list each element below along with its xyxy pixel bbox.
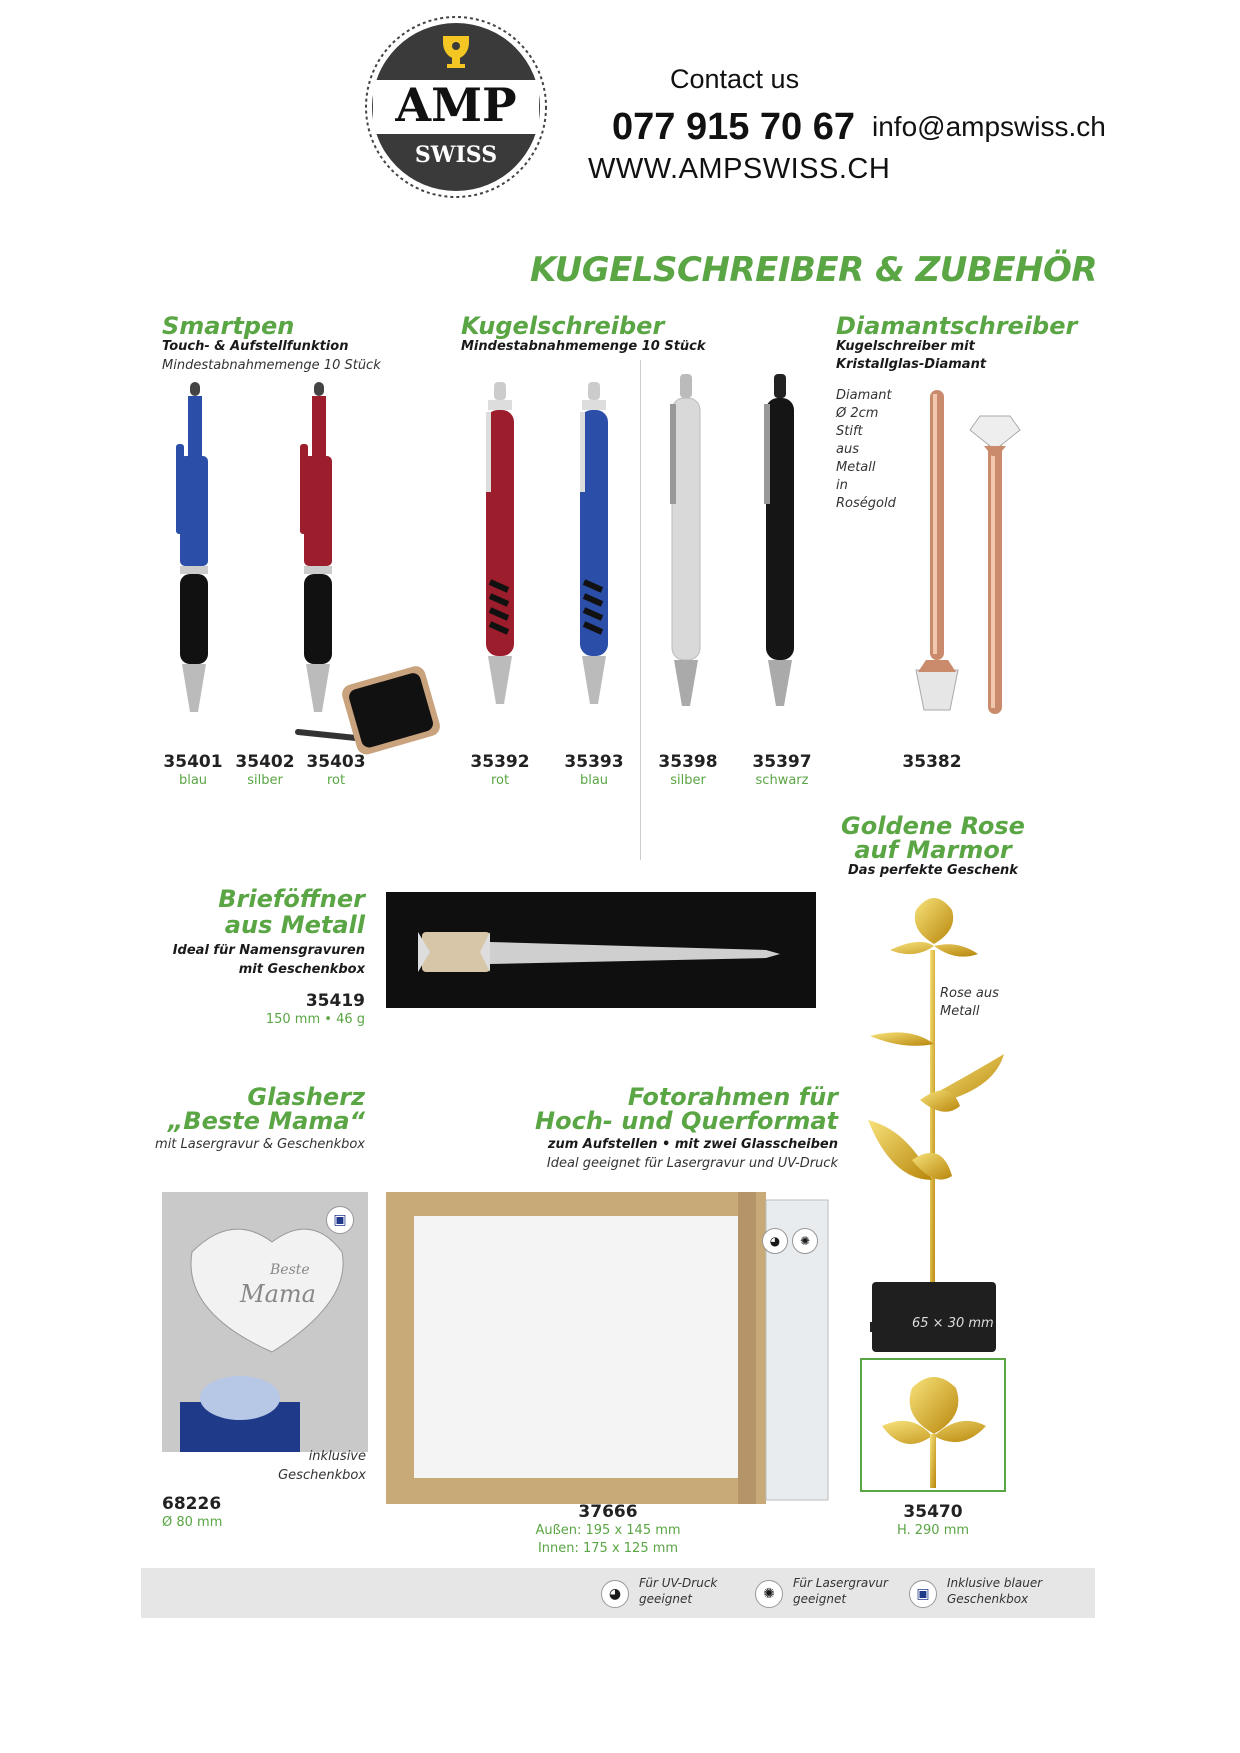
- diamant-subtitle-1: Kugelschreiber mit: [836, 339, 975, 354]
- article-68226: 68226: [162, 1494, 222, 1514]
- diamant-note-line: Metall: [836, 460, 876, 475]
- pen-silver-image: [664, 374, 708, 714]
- logo: [363, 14, 549, 200]
- brieföffner-subtitle-2: mit Geschenkbox: [238, 962, 365, 977]
- website-link[interactable]: WWW.AMPSWISS.CH: [588, 153, 891, 185]
- article-35392: 35392: [470, 752, 530, 772]
- article-35419: 35419: [305, 991, 365, 1011]
- article-35397: 35397: [752, 752, 812, 772]
- pen-black-image: [758, 374, 802, 714]
- fotorahmen-subtitle: zum Aufstellen • mit zwei Glasscheiben: [547, 1137, 838, 1152]
- glasherz-note: mit Lasergravur & Geschenkbox: [155, 1137, 365, 1152]
- fotorahmen-spec-1: Außen: 195 x 145 mm: [535, 1523, 681, 1538]
- rose-subtitle: Das perfekte Geschenk: [848, 863, 1018, 878]
- color-silber-35398: silber: [670, 773, 706, 788]
- legend-giftbox-line1: Inklusive blauer: [947, 1576, 1043, 1590]
- laser-badge-icon: ✺: [792, 1228, 818, 1254]
- rose-detail-image: [860, 1358, 1006, 1492]
- rose-base-label: 65 × 30 mm: [912, 1316, 994, 1331]
- glasherz-title-2: „Beste Mama“: [167, 1107, 365, 1135]
- glasherz-title-1: Glasherz: [247, 1083, 365, 1111]
- logo-top-text: AMP: [395, 78, 517, 132]
- article-35403: 35403: [306, 752, 366, 772]
- article-35393: 35393: [564, 752, 624, 772]
- article-35470: 35470: [903, 1502, 963, 1522]
- glasherz-box-note-2: Geschenkbox: [278, 1468, 366, 1483]
- smartpen-blue-image: [168, 382, 218, 722]
- fotorahmen-note: Ideal geeignet für Lasergravur und UV-Druck: [546, 1156, 838, 1171]
- email-link[interactable]: info@ampswiss.ch: [872, 111, 1106, 142]
- logo-bottom-text: SWISS: [414, 142, 498, 168]
- color-blau-35401: blau: [178, 773, 208, 788]
- golden-rose-image: [860, 890, 1020, 1350]
- diamant-note-line: Stift: [836, 424, 863, 439]
- laser-engraving-icon: ✺: [755, 1580, 783, 1608]
- article-35402: 35402: [235, 752, 295, 772]
- diamant-note-line: Ø 2cm: [836, 406, 879, 421]
- color-silber-35402: silber: [247, 773, 283, 788]
- kugelschreiber-subtitle: Mindestabnahmemenge 10 Stück: [461, 339, 706, 354]
- glass-heart-image: [162, 1192, 368, 1452]
- legend-uv-line1: Für UV-Druck: [639, 1576, 718, 1590]
- uv-print-badge-icon: ◕: [762, 1228, 788, 1254]
- heart-engraving-2: Mama: [240, 1280, 316, 1308]
- legend-uv-line2: geeignet: [639, 1592, 693, 1606]
- fotorahmen-title-2: Hoch- und Querformat: [535, 1107, 838, 1135]
- legend-laser-line1: Für Lasergravur: [793, 1576, 888, 1590]
- legend-item-uv: [601, 1576, 741, 1610]
- smartpen-subtitle: Touch- & Aufstellfunktion: [162, 339, 349, 354]
- article-35398: 35398: [658, 752, 718, 772]
- kugelschreiber-title: Kugelschreiber: [461, 312, 665, 340]
- legend-giftbox-line2: Geschenkbox: [947, 1592, 1029, 1606]
- marble-base: [872, 1282, 996, 1352]
- fotorahmen-spec-2: Innen: 175 x 125 mm: [537, 1541, 679, 1556]
- legend-item-laser: [755, 1576, 905, 1610]
- phone-number[interactable]: 077 915 70 67: [612, 106, 856, 148]
- brieföffner-title-1: Brieföffner: [218, 885, 365, 913]
- brieföffner-spec: 150 mm • 46 g: [265, 1012, 365, 1027]
- smartpen-note: Mindestabnahmemenge 10 Stück: [162, 358, 381, 373]
- article-37666: 37666: [578, 1502, 638, 1522]
- heart-engraving-1: Beste: [270, 1262, 310, 1278]
- brieföffner-title-2: aus Metall: [224, 911, 365, 939]
- legend-laser-line2: geeignet: [793, 1592, 847, 1606]
- color-rot-35392: rot: [490, 773, 510, 788]
- smartpen-title: Smartpen: [162, 312, 295, 340]
- color-blau-35393: blau: [579, 773, 609, 788]
- page-title: KUGELSCHREIBER & ZUBEHÖR: [530, 250, 1098, 290]
- uv-print-icon: ◕: [601, 1580, 629, 1608]
- article-35382: 35382: [902, 752, 962, 772]
- glasherz-box-note-1: inklusive: [308, 1449, 366, 1464]
- fotorahmen-title-1: Fotorahmen für: [627, 1083, 838, 1111]
- rose-title-2: auf Marmor: [854, 836, 1012, 864]
- legend-bar: [141, 1568, 1095, 1618]
- pen-red-image: [478, 382, 522, 712]
- diamant-note-line: in: [836, 478, 848, 493]
- diamant-note-line: Roségold: [836, 496, 896, 511]
- glasherz-spec: Ø 80 mm: [162, 1515, 223, 1530]
- gift-box-icon: ▣: [909, 1580, 937, 1608]
- gift-box-badge-icon: ▣: [326, 1206, 354, 1234]
- phone-stand-image: [292, 660, 442, 760]
- pen-blue-image: [572, 382, 616, 712]
- diamant-note-line: Diamant: [836, 388, 892, 403]
- article-35401: 35401: [163, 752, 223, 772]
- rose-title-1: Goldene Rose: [841, 812, 1025, 840]
- letter-opener-image: [386, 892, 816, 1008]
- rose-spec: H. 290 mm: [896, 1523, 970, 1538]
- diamond-pen-image: [898, 380, 1028, 720]
- color-rot-35403: rot: [326, 773, 346, 788]
- contact-label: Contact us: [670, 64, 800, 94]
- diamant-note: [836, 387, 896, 513]
- photo-frame-image: [386, 1192, 836, 1504]
- diamant-subtitle-2: Kristallglas-Diamant: [836, 357, 987, 372]
- diamant-title: Diamantschreiber: [836, 312, 1078, 340]
- rose-note-1: Rose aus: [940, 986, 999, 1001]
- brieföffner-subtitle-1: Ideal für Namensgravuren: [172, 943, 365, 958]
- legend-item-giftbox: [909, 1576, 1069, 1610]
- rose-note-2: Metall: [940, 1004, 980, 1019]
- color-schwarz-35397: schwarz: [755, 773, 809, 788]
- diamant-note-line: aus: [836, 442, 859, 457]
- section-divider: [640, 360, 641, 860]
